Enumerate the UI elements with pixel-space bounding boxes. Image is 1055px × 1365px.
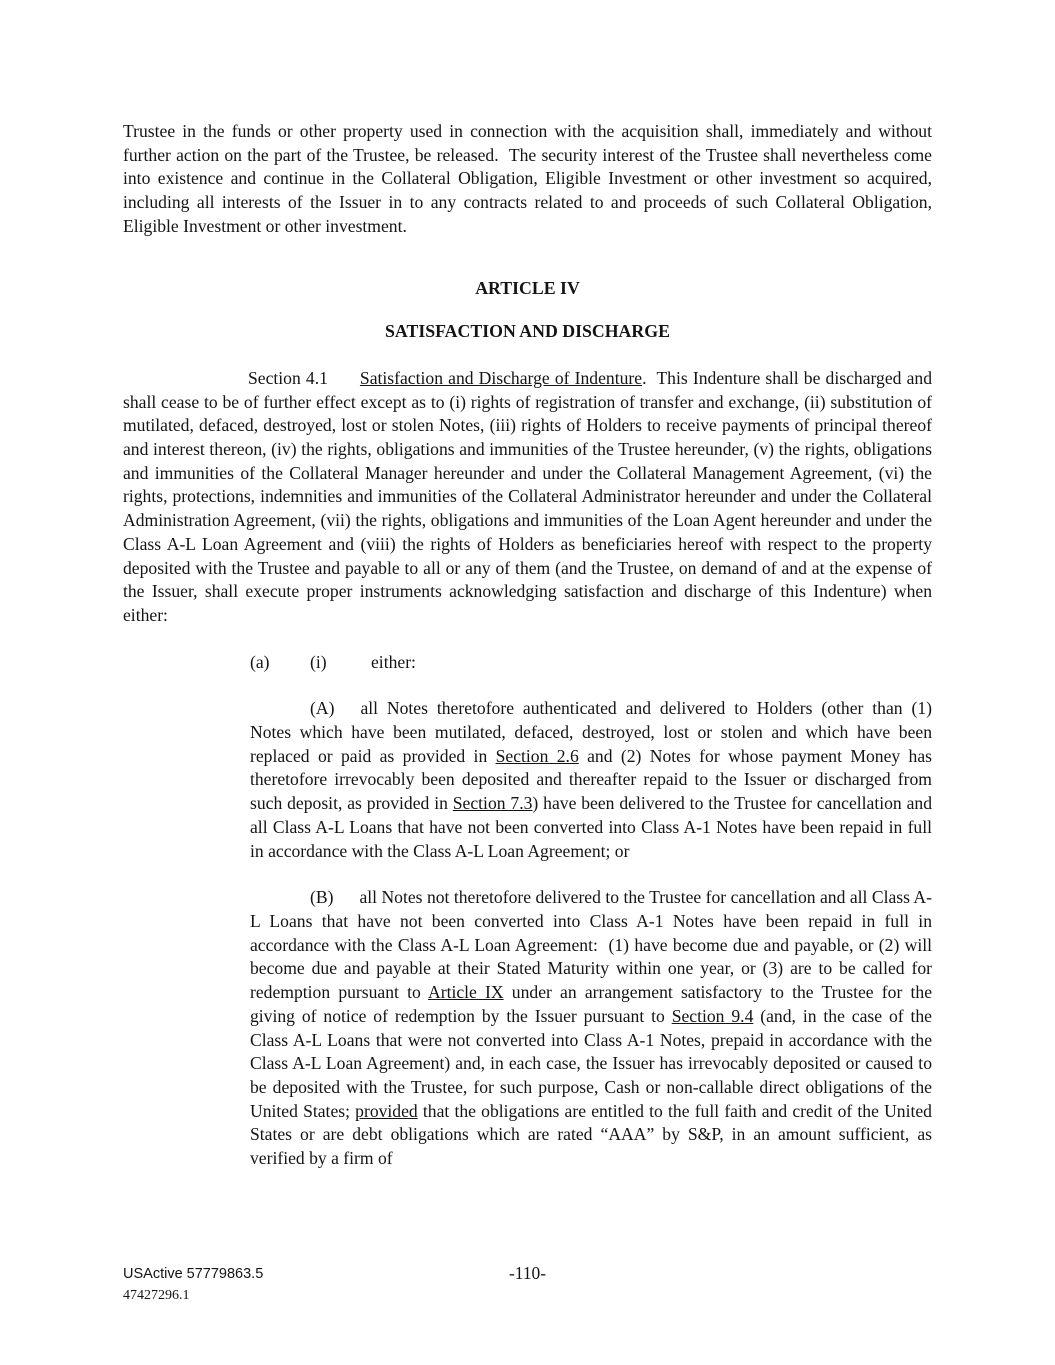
list-marker-i: (i) [310, 651, 327, 672]
clause-B-text: under an arrangement satisfactory to the Trustee for the giving of notice of redemption by the Issuer pursuant to [250, 982, 932, 1026]
list-text: either: [371, 651, 416, 672]
section-title-underlined: Satisfaction and Discharge of Indenture [359, 367, 643, 388]
clause-A-text: and (2) Notes for whose payment Money has theretofore irrevocably been deposited and thereafter repaid to the Issuer or discharged from such deposit, as provided in [250, 745, 932, 814]
clause-A-label: (A) [310, 698, 335, 719]
clause-B-label: (B) [310, 887, 334, 908]
clause-B-paragraph [250, 886, 932, 1170]
clause-B-text: that the obligations are entitled to the full faith and credit of the United States or are debt obligations which are rated “AAA” by S&P, in an amount sufficient, as verified by a firm of [250, 1100, 932, 1169]
provided-emphasis: provided [355, 1100, 418, 1121]
section-7-3-reference: Section 7.3 [452, 793, 533, 814]
page-number: -110- [508, 1263, 547, 1283]
section-9-4-reference: Section 9.4 [671, 1005, 754, 1026]
section-4-1-paragraph [123, 367, 932, 628]
clause-A-text: all Notes theretofore authenticated and delivered to Holders (other than (1) Notes which have been mutilated, defaced, destroyed, lost or stolen and which have been replaced or paid as provided in [250, 698, 932, 766]
list-line-a-i-either [250, 651, 932, 675]
article-subheading: SATISFACTION AND DISCHARGE [385, 321, 670, 342]
footer-usactive-id: USActive 57779863.5 [123, 1266, 264, 1282]
list-marker-a: (a) [250, 651, 270, 672]
section-2-6-reference: Section 2.6 [495, 745, 579, 766]
clause-A-text: ) have been delivered to the Trustee for cancellation and all Class A-L Loans that have not been converted into Class A-1 Notes have been repaid in full in accordance with the Class A-L Loan Agreement; or [250, 793, 932, 861]
clause-B-text: (and, in the case of the Class A-L Loans that were not converted into Class A-1 Notes, prepaid in accordance with the Class A-L Loan Agreement) and, in each case, the Issuer has irrevocably deposited or caused to be deposited with the Trustee, for such purpose, Cash or non-callable direct obligations of the United States; [250, 1005, 932, 1121]
section-body-text: . This Indenture shall be discharged and shall cease to be of further effect except as to (i) rights of registration of transfer and exchange, (ii) substitution of mutilated, defaced, destroyed, lost or stolen Notes, (iii) rights of Holders to receive payments of principal thereof and interest thereon, (iv) the rights, obligations and immunities of the Trustee hereunder, (v) the rights, obligations and immunities of the Collateral Manager hereunder and under the Collateral Management Agreement, (vi) the rights, protections, indemnities and immunities of the Collateral Administrator hereunder and under the Collateral Administration Agreement, (vii) the rights, obligations and immunities of the Loan Agent hereunder and under the Class A-L Loan Agreement and (viii) the rights of Holders as beneficiaries hereof with respect to the property deposited with the Trustee and payable to all or any of them (and the Trustee, on demand of and at the expense of the Issuer, shall execute proper instruments acknowledging satisfaction and discharge of this Indenture) when either: [123, 367, 932, 625]
clause-B-text: all Notes not theretofore delivered to the Trustee for cancellation and all Class A-L Loans that have not been converted into Class A-1 Notes have been repaid in full in accordance with the Class A-L Loan Agreement: (1) have become due and payable, or (2) will become due and payable at their Stated Maturity within one year, or (3) are to be called for redemption pursuant to [250, 887, 932, 1003]
intro-paragraph: Trustee in the funds or other property used in connection with the acquisition shall, immediately and without further action on the part of the Trustee, be released. The security interest of the Trustee shall nevertheless come into existence and continue in the Collateral Obligation, Eligible Investment or other investment so acquired, including all interests of the Issuer in to any contracts related to and proceeds of such Collateral Obligation, Eligible Investment or other investment. [123, 121, 932, 236]
section-label: Section 4.1 [248, 367, 328, 388]
footer-secondary-id: 47427296.1 [123, 1288, 190, 1303]
article-ix-reference: Article IX [428, 982, 504, 1003]
clause-A-paragraph [250, 697, 932, 863]
article-heading: ARTICLE IV [475, 277, 580, 298]
